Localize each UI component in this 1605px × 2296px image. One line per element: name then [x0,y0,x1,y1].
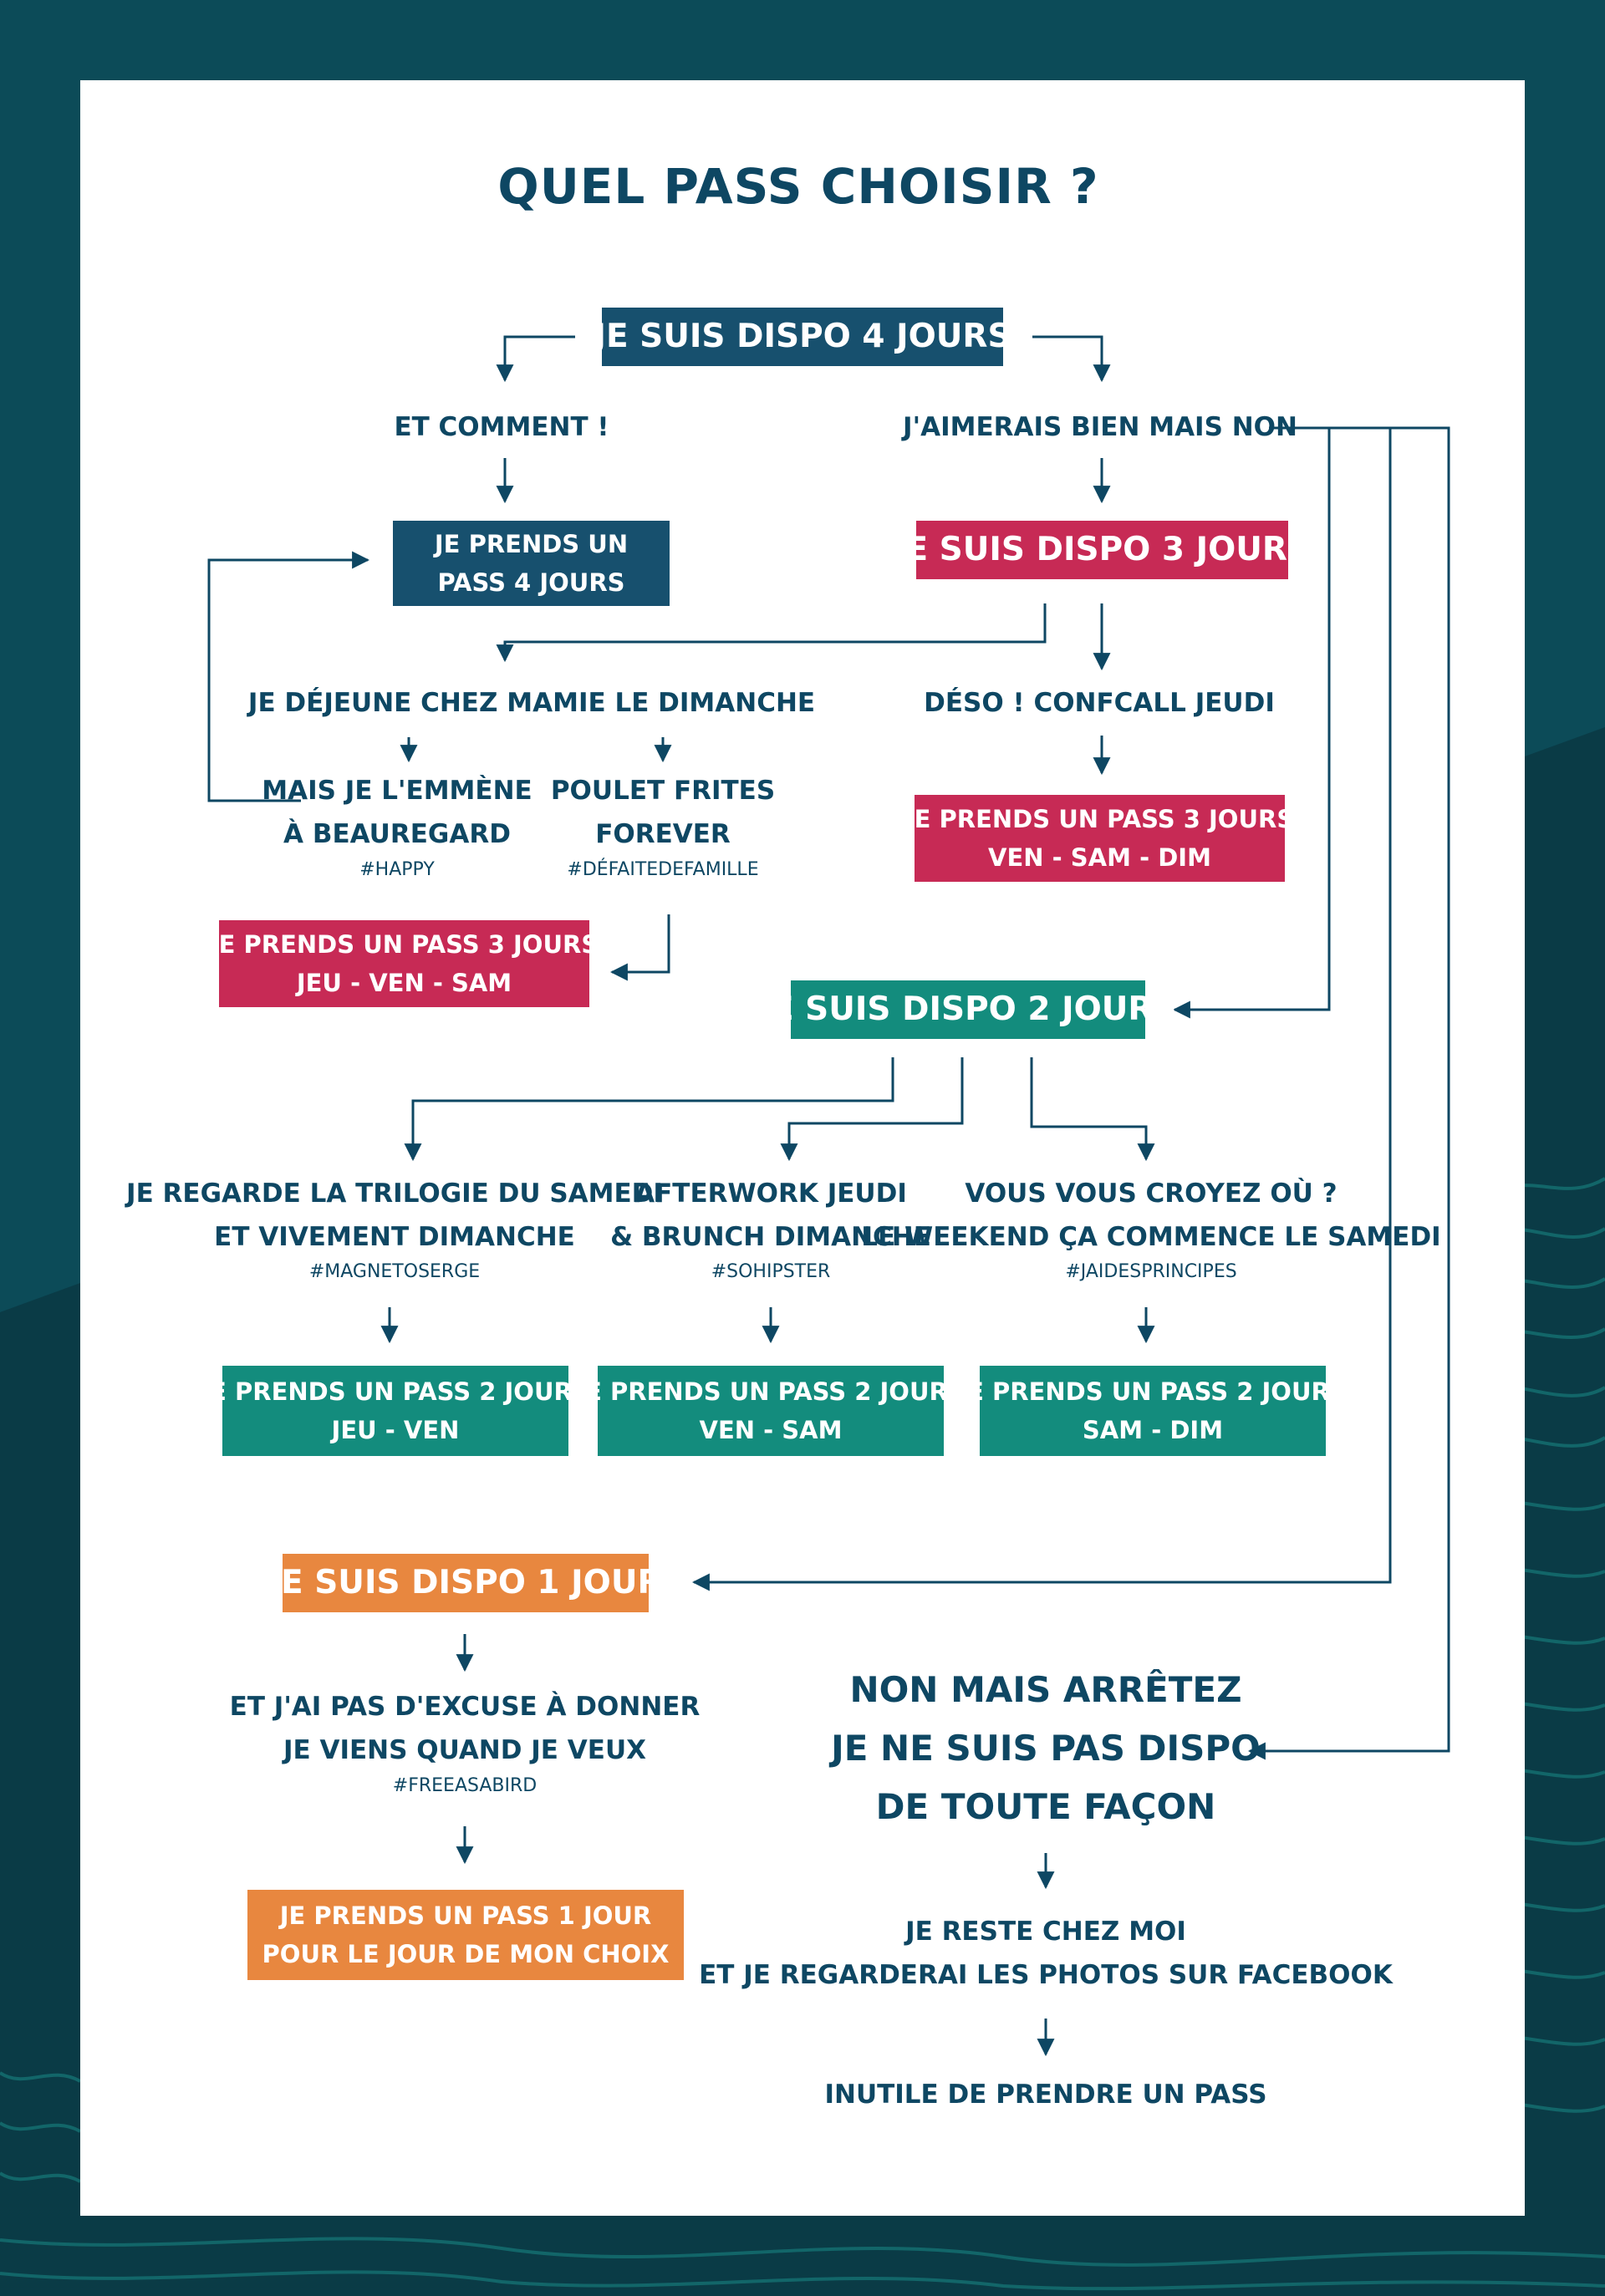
option-trilogy-tag: #MAGNETOSERGE [308,1261,481,1282]
pass-3-ven-line-2: VEN - SAM - DIM [988,843,1211,872]
dispo-3-jours [893,521,1312,579]
pass-1-line-1: JE PRENDS UN PASS 1 JOUR [279,1901,652,1930]
pass-3-jours-ven [904,795,1295,882]
free-line-2: JE VIENS QUAND JE VEUX [283,1735,647,1765]
pass-3-ven-line-1: JE PRENDS UN PASS 3 JOURS [904,805,1295,833]
pass-1-jour [247,1890,684,1980]
free-tag: #FREEASABIRD [392,1775,538,1796]
none-line-3: DE TOUTE FAÇON [875,1786,1216,1827]
stay-home-line-2: ET JE REGARDERAI LES PHOTOS SUR FACEBOOK [699,1960,1393,1990]
option-afterwork-line-2: & BRUNCH DIMANCHE [610,1222,931,1252]
pass-2-a-line-1: JE PRENDS UN PASS 2 JOURS [201,1377,590,1406]
answer-no: J'AIMERAIS BIEN MAIS NON [903,412,1297,442]
option-afterwork-tag: #SOHIPSTER [711,1261,831,1282]
option-weekend-line-2: LE WEEKEND ÇA COMMENCE LE SAMEDI [861,1222,1441,1252]
option-weekend-tag: #JAIDESPRINCIPES [1065,1261,1237,1282]
confcall-text: DÉSO ! CONFCALL JEUDI [924,688,1275,718]
pass-2-c-line-2: SAM - DIM [1082,1416,1224,1444]
pass-2-c-line-1: JE PRENDS UN PASS 2 JOURS [958,1377,1348,1406]
pass-2-a-line-2: JEU - VEN [331,1416,460,1444]
pass-1-line-2: POUR LE JOUR DE MON CHOIX [262,1940,670,1968]
pass-3-jeu-line-2: JEU - VEN - SAM [296,969,512,997]
none-line-2: JE NE SUIS PAS DISPO [831,1728,1261,1769]
root-label: JE SUIS DISPO 4 JOURS [594,318,1011,355]
pass-2-b-line-1: JE PRENDS UN PASS 2 JOURS [576,1377,966,1406]
pass-3-jours-jeu [209,920,599,1007]
take-her-tag: #HAPPY [359,859,435,880]
option-trilogy-line-2: ET VIVEMENT DIMANCHE [214,1222,575,1252]
dispo-2-label: JE SUIS DISPO 2 JOURS [759,990,1177,1028]
answer-yes: ET COMMENT ! [394,412,609,442]
option-afterwork-line-1: AFTERWORK JEUDI [634,1179,907,1209]
dispo-2-jours [759,980,1177,1039]
pass-2-b-line-2: VEN - SAM [699,1416,843,1444]
pass-2-jours-jeu-ven [201,1366,590,1456]
page-title: QUEL PASS CHOISIR ? [497,158,1099,215]
pass-2-jours-sam-dim [958,1366,1348,1456]
no-pass-result: INUTILE DE PRENDRE UN PASS [824,2080,1267,2110]
pass-4-line-1: JE PRENDS UN [434,530,629,558]
chicken-tag: #DÉFAITEDEFAMILLE [567,859,759,880]
pass-2-jours-ven-sam [576,1366,966,1456]
dispo-3-label: JE SUIS DISPO 3 JOURS [893,531,1312,568]
chicken-line-1: POULET FRITES [550,776,776,806]
root-dispo-4-jours [594,308,1011,366]
sunday-lunch-question: JE DÉJEUNE CHEZ MAMIE LE DIMANCHE [247,688,816,718]
pass-4-jours [393,521,670,606]
pass-3-jeu-line-1: JE PRENDS UN PASS 3 JOURS [209,930,599,959]
dispo-1-label: JE SUIS DISPO 1 JOUR [268,1564,663,1601]
take-her-line-2: À BEAUREGARD [283,819,511,849]
dispo-1-jour [268,1554,663,1612]
option-weekend-line-1: VOUS VOUS CROYEZ OÙ ? [965,1179,1338,1209]
free-line-1: ET J'AI PAS D'EXCUSE À DONNER [229,1692,701,1722]
option-trilogy-line-1: JE REGARDE LA TRILOGIE DU SAMEDI [126,1179,663,1209]
chicken-line-2: FOREVER [595,819,731,849]
stay-home-line-1: JE RESTE CHEZ MOI [905,1917,1186,1947]
pass-4-line-2: PASS 4 JOURS [437,568,625,597]
take-her-line-1: MAIS JE L'EMMÈNE [262,776,532,806]
none-line-1: NON MAIS ARRÊTEZ [849,1669,1242,1710]
